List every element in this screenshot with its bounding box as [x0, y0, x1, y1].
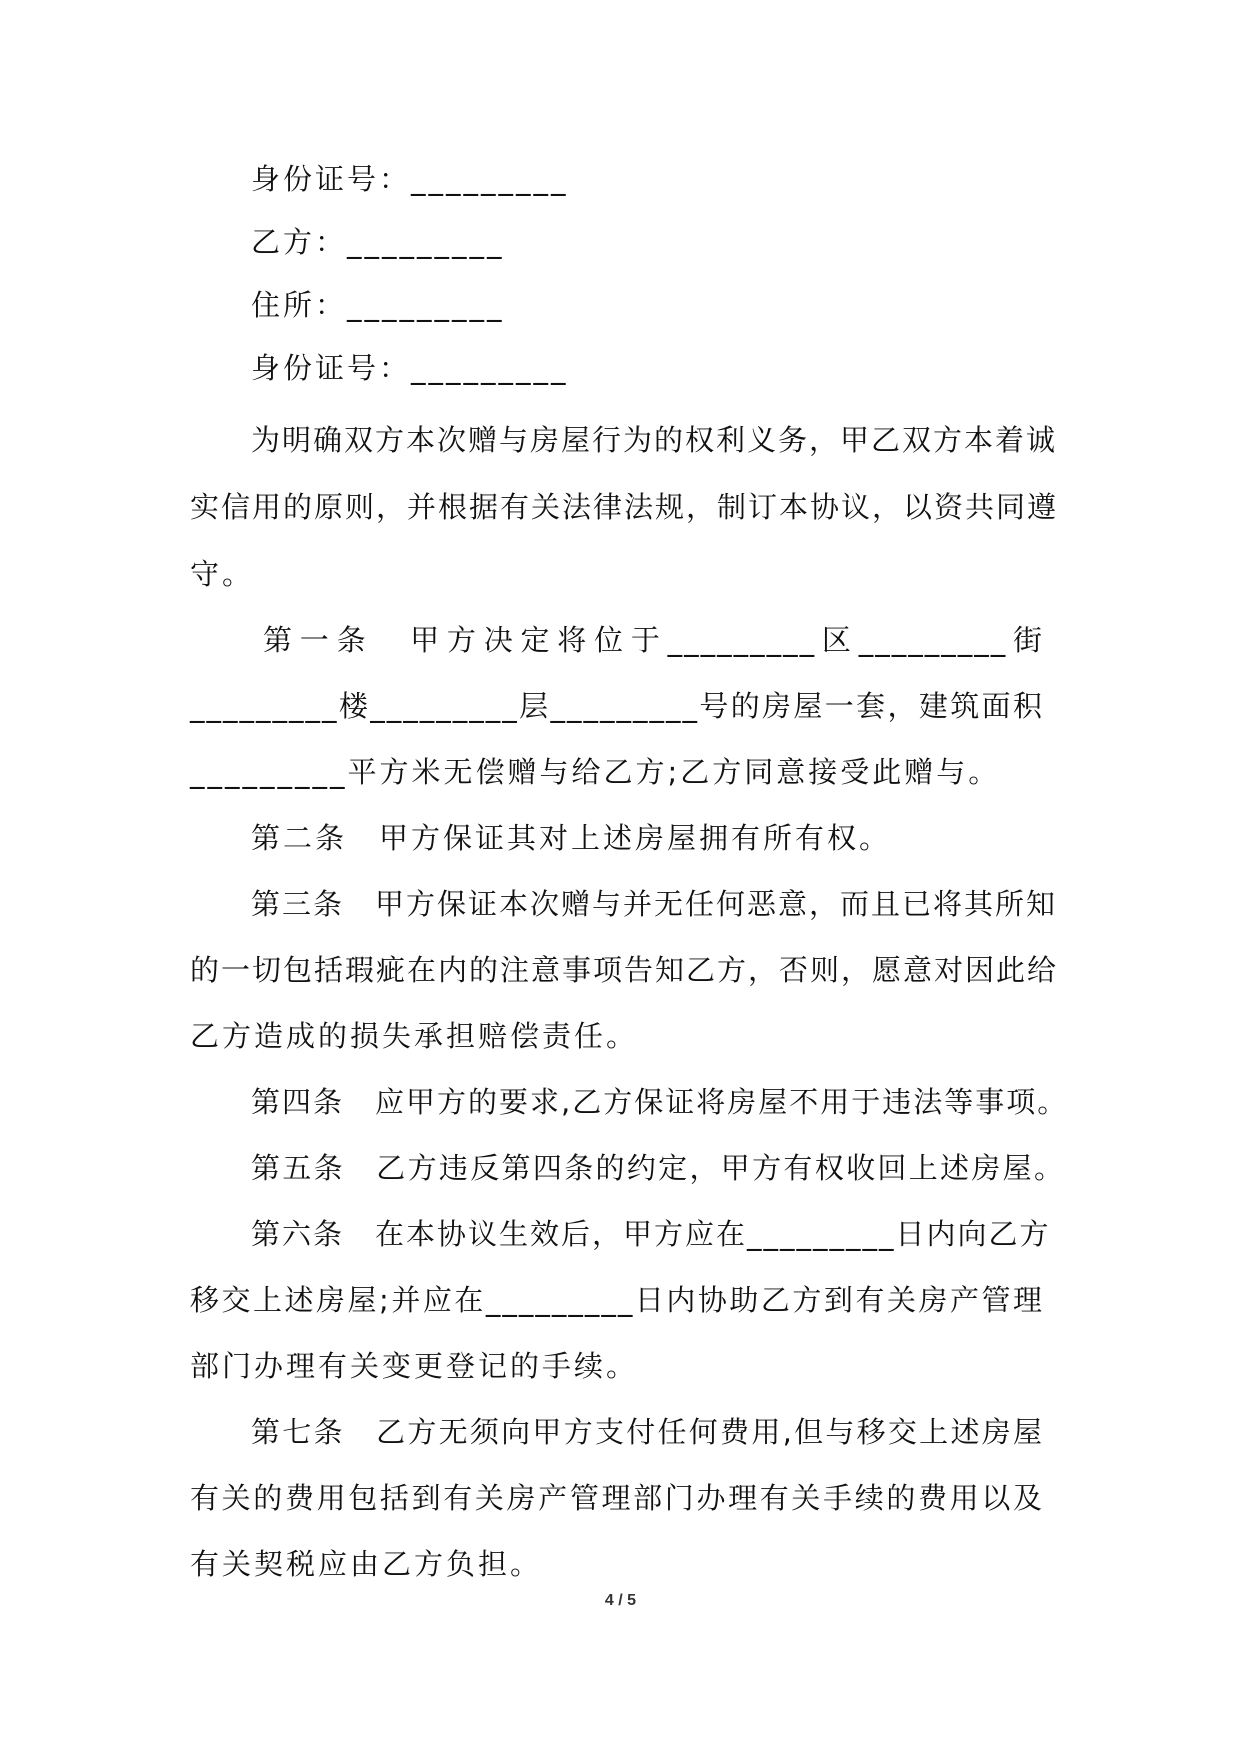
article-3-line-3: 乙方造成的损失承担赔偿责任。 — [190, 1019, 639, 1053]
article-1-line-3: _________平方米无偿赠与给乙方;乙方同意接受此赠与。 — [190, 755, 1001, 789]
article-7-line-3: 有关契税应由乙方负担。 — [190, 1547, 543, 1581]
article-6-line-3: 部门办理有关变更登记的手续。 — [190, 1349, 639, 1383]
page-number: 4 / 5 — [604, 1592, 637, 1609]
party-b-line: 乙方：_________ — [251, 225, 505, 259]
residence-line: 住所：_________ — [251, 288, 505, 322]
article-1-line-1: 第一条 甲方决定将位于_________区_________街 — [263, 623, 1044, 657]
article-2: 第二条 甲方保证其对上述房屋拥有所有权。 — [251, 821, 892, 855]
article-1-line-2: _________楼_________层_________号的房屋一套，建筑面积 — [190, 689, 1044, 723]
preamble-line-1: 为明确双方本次赠与房屋行为的权利义务，甲乙双方本着诚 — [251, 423, 1058, 457]
article-3-line-2: 的一切包括瑕疵在内的注意事项告知乙方，否则，愿意对因此给 — [190, 953, 1059, 987]
article-4: 第四条 应甲方的要求,乙方保证将房屋不用于违法等事项。 — [251, 1085, 1069, 1119]
article-7-line-2: 有关的费用包括到有关房产管理部门办理有关手续的费用以及 — [190, 1481, 1044, 1515]
article-7-line-1: 第七条 乙方无须向甲方支付任何费用,但与移交上述房屋 — [251, 1415, 1044, 1449]
article-6-line-2: 移交上述房屋;并应在_________日内协助乙方到有关房产管理 — [190, 1283, 1044, 1317]
article-6-line-1: 第六条 在本协议生效后，甲方应在_________日内向乙方 — [251, 1217, 1051, 1251]
id-number-line-party-b: 身份证号：_________ — [251, 351, 569, 385]
article-3-line-1: 第三条 甲方保证本次赠与并无任何恶意，而且已将其所知 — [251, 887, 1058, 921]
article-5: 第五条 乙方违反第四条的约定，甲方有权收回上述房屋。 — [251, 1151, 1065, 1185]
preamble-line-3: 守。 — [190, 557, 255, 591]
preamble-line-2: 实信用的原则，并根据有关法律法规，制订本协议，以资共同遵 — [190, 490, 1059, 524]
id-number-line-party-a: 身份证号：_________ — [251, 162, 569, 196]
